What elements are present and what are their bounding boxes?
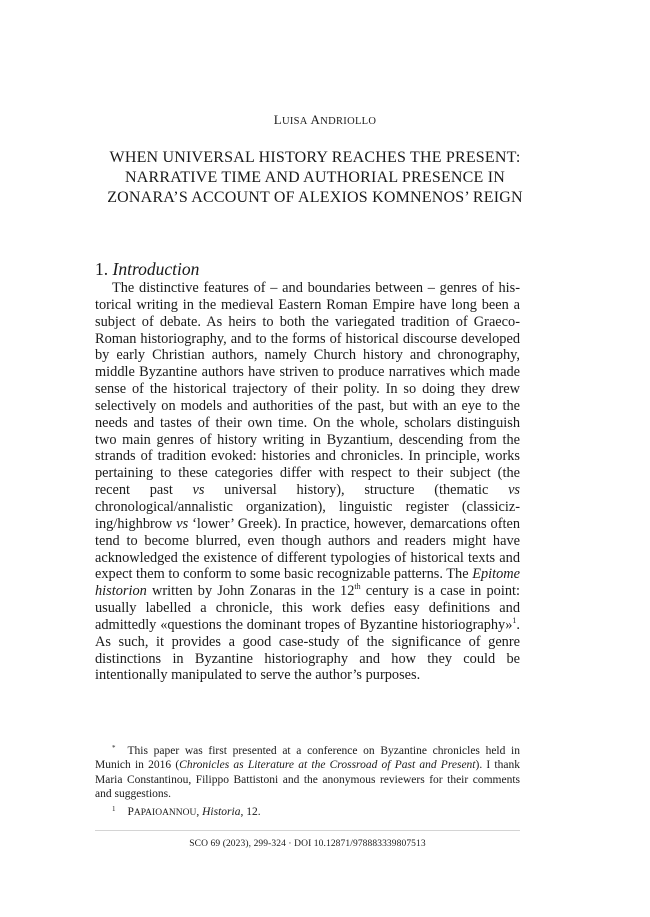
ordinal-suffix: th [354, 582, 361, 592]
text-run: . As such, it provides a good case-study of the significance of genre distinctions in Byzantine historiography and how they could be intentionally manipulated to serve the author’s purposes. [95, 616, 520, 684]
author-last-initial: A [310, 112, 321, 127]
author-name [0, 112, 650, 128]
section-number: 1. [95, 259, 109, 279]
text-run: written by John Zonaras in the 12 [146, 583, 355, 600]
footnote-star-mark: * [112, 744, 116, 752]
italic-vs: vs [192, 482, 205, 499]
text-run: universal history), structure (thematic [204, 482, 509, 499]
title-line-2: NARRATIVE TIME AND AUTHORIAL PRESENCE IN [125, 169, 505, 186]
author-first-initial: L [273, 112, 282, 127]
section-title: Introduction [112, 259, 200, 279]
text-run: ). I thank Maria Constantinou, Filippo Battistoni and the anonymous reviewers for their comments and suggestions. [95, 759, 520, 801]
italic-vs: vs [176, 515, 189, 532]
cited-author-rest: APAIOANNOU [133, 807, 197, 818]
author-first-rest: UISA [281, 116, 308, 127]
text-run: The distinctive features of – and boundaries between – genres of historical writing in the medieval Eastern Roman Empire have long been a subject of debate. As heirs to both the variegated tradition of Graeco-Roman historiography, and to the forms of historical discourse developed by early Christian authors, namely Church history and chronography, middle Byzantine authors have striven to produce narratives which made sense of the historical trajectory of their polity. In so doing they drew selectively on models and authorities of the past, but with an eye to the needs and tastes of their own time. On the whole, scholars distinguish two main genres of history writing in Byzantium, descending from the strands of tradition evoked: histories and chronicles. In principle, works pertaining to these categories differ with respect to their subject (the recent past [95, 280, 520, 499]
italic-vs: vs [508, 482, 521, 499]
work-title-italic: Epitome historion [95, 566, 520, 600]
footer-divider [95, 830, 520, 831]
title-line-3: ZONARA’S ACCOUNT OF ALEXIOS KOMNENOS’ REIGN [107, 189, 523, 206]
body-text [95, 280, 520, 684]
text-run: , 12. [240, 805, 261, 818]
paragraph-1 [95, 280, 520, 684]
footnote-ref-1[interactable]: 1 [512, 615, 517, 625]
footer-citation: SCO 69 (2023), 299-324 · DOI 10.12871/978883339807513 [189, 839, 426, 849]
cited-work-italic: Historia [202, 805, 241, 818]
conference-title-italic: Chronicles as Literature at the Crossroad of Past and Present [179, 759, 476, 772]
author-last-rest: NDRIOLLO [320, 116, 377, 127]
footnote-1: $^1$ PAPAIOANNOU, Historia, 12. [112, 804, 261, 818]
text-run: century is a case in point: usually labelled a chronicle, this work defies easy definitions and admittedly «questions the dominant tropes of Byzantine historiography» [95, 583, 520, 633]
section-heading [95, 258, 535, 280]
footnote-star [95, 741, 520, 802]
cited-author-initial: P [127, 805, 134, 818]
text-run: chronological/annalistic organization), linguistic register (classicizing/highbrow [95, 498, 520, 532]
text-run: ‘lower’ Greek). In practice, however, demarcations often tend to become blurred, even though authors and readers might have acknowledged the existence of different typologies of historical texts and expect them to conform to some basic recognizable patterns. The [95, 515, 521, 583]
paper-title [95, 148, 535, 208]
footnotes [95, 741, 520, 820]
footnote-1-mark: 1 [112, 804, 116, 813]
text-run: This paper was first presented at a conference on Byzantine chronicles held in Munich in 2016 ( [95, 745, 520, 772]
title-line-1: WHEN UNIVERSAL HISTORY REACHES THE PRESENT: [109, 149, 521, 166]
